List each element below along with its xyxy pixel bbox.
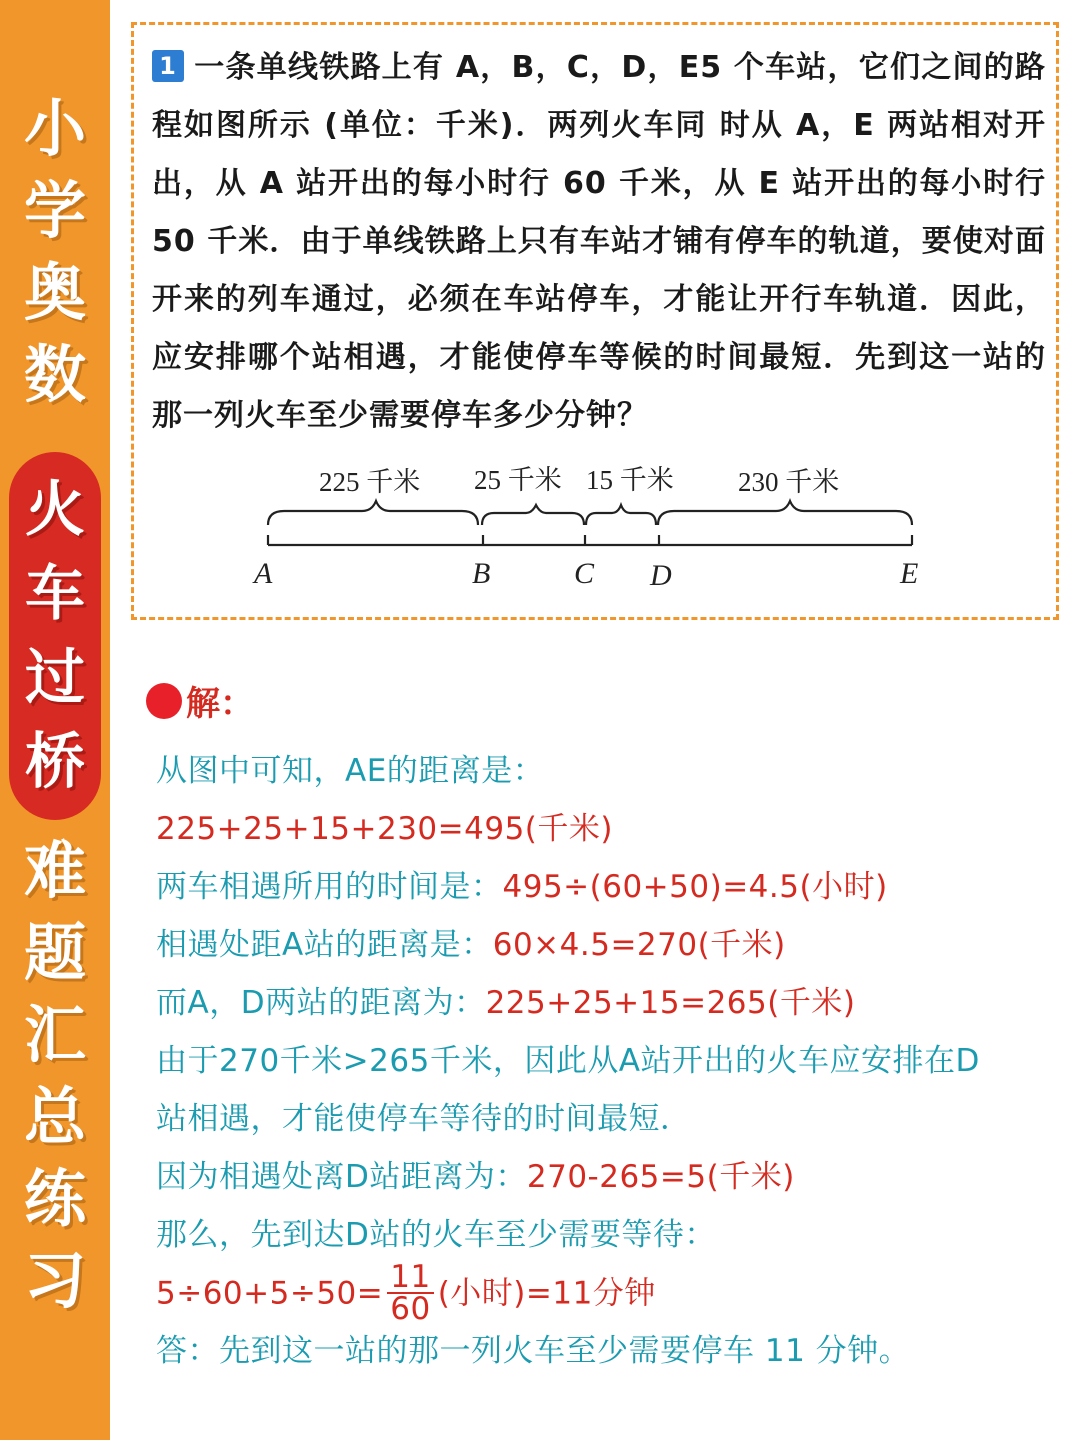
solution-header — [146, 676, 254, 725]
sidebar-char: 过 — [25, 643, 85, 713]
solution-line — [156, 858, 1036, 916]
sidebar-title-top — [0, 88, 110, 416]
station-label-c: C — [574, 557, 595, 590]
solution-line — [156, 974, 1036, 1032]
sidebar-char: 小 — [23, 92, 86, 165]
problem-number-badge: 1 — [152, 50, 184, 82]
sidebar-char: 学 — [23, 174, 86, 247]
solution-line — [156, 1148, 1036, 1206]
solution-answer: 答：先到这一站的那一列火车至少需要停车 11 分钟。 — [156, 1333, 911, 1369]
solution-line: 站相遇，才能使停车等待的时间最短． — [156, 1101, 692, 1137]
bullet-dot-icon — [146, 683, 182, 719]
solution-formula: 270-265=5(千米) — [526, 1159, 795, 1195]
sidebar-char: 奥 — [23, 256, 86, 329]
solution-text: 相遇处距A站的距离是： — [156, 927, 493, 963]
sidebar-char: 数 — [23, 338, 86, 411]
solution-formula: 5÷60+5÷50= — [156, 1275, 384, 1312]
segment-label-bc: 25 千米 — [474, 465, 562, 495]
sidebar-char: 火 — [25, 475, 85, 545]
solution-line — [156, 916, 1036, 974]
brace-de — [658, 501, 912, 525]
station-label-d: D — [650, 559, 672, 592]
brace-cd — [586, 505, 656, 525]
problem-text: 一条单线铁路上有 A，B，C，D，E5 个车站，它们之间的路程如图所示 (单位：千米)．两列火车同 时从 A，E 两站相对开出，从 A 站开出的每小时行 60 千米，从 E 站开出的每小时行 50 千米．由于单线铁路上只有车站才铺有停车的轨道，要使对面开来的列车通过，必须在车站停车，才能让开行车轨道．因此，应安排哪个站相遇，才能使停车等候的时间最短．先到这一站的那一列火车至少需要停车多少分钟？ — [152, 50, 1046, 433]
solution-body — [156, 742, 1036, 1380]
sidebar-title-bottom — [0, 830, 110, 1322]
sidebar-char: 汇 — [23, 998, 86, 1071]
solution-formula: 60×4.5=270(千米) — [492, 927, 786, 963]
solution-formula: (小时)=11分钟 — [437, 1275, 656, 1312]
solution-text: 而A，D两站的距离为： — [156, 985, 486, 1021]
brace-bc — [482, 505, 584, 525]
solution-formula: 225+25+15=265(千米) — [485, 985, 856, 1021]
sidebar-char: 练 — [23, 1162, 86, 1235]
sidebar-char: 车 — [25, 559, 85, 629]
solution-text: 因为相遇处离D站距离为： — [156, 1159, 527, 1195]
sidebar-char: 总 — [23, 1080, 86, 1153]
sidebar-char: 题 — [23, 916, 86, 989]
solution-line: 225+25+15+230=495(千米) — [156, 811, 613, 847]
segment-label-cd: 15 千米 — [586, 465, 674, 495]
sidebar-char: 桥 — [25, 727, 85, 797]
solution-line: 由于270千米>265千米，因此从A站开出的火车应安排在D — [156, 1043, 980, 1079]
segment-label-de: 230 千米 — [738, 467, 840, 497]
sidebar-char: 难 — [23, 834, 86, 907]
fraction-denominator: 60 — [390, 1291, 431, 1327]
fraction-numerator: 11 — [387, 1262, 433, 1294]
sidebar — [0, 0, 110, 1440]
solution-line: 从图中可知，AE的距离是： — [156, 753, 545, 789]
solution-formula: 495÷(60+50)=4.5(小时) — [502, 869, 888, 905]
solution-line: 那么，先到达D站的火车至少需要等待： — [156, 1217, 716, 1253]
brace-ab — [268, 501, 478, 525]
sidebar-char: 习 — [23, 1244, 86, 1317]
station-label-a: A — [254, 557, 273, 590]
fraction — [387, 1259, 433, 1327]
segment-label-ab: 225 千米 — [319, 467, 421, 497]
solution-title: 解： — [186, 684, 254, 724]
problem-box — [131, 22, 1059, 620]
distance-diagram — [134, 25, 1056, 617]
sidebar-topic-pill — [9, 452, 101, 820]
station-label-e: E — [900, 557, 919, 590]
solution-text: 两车相遇所用的时间是： — [156, 869, 503, 905]
solution-line — [156, 1259, 1036, 1327]
station-label-b: B — [472, 557, 491, 590]
